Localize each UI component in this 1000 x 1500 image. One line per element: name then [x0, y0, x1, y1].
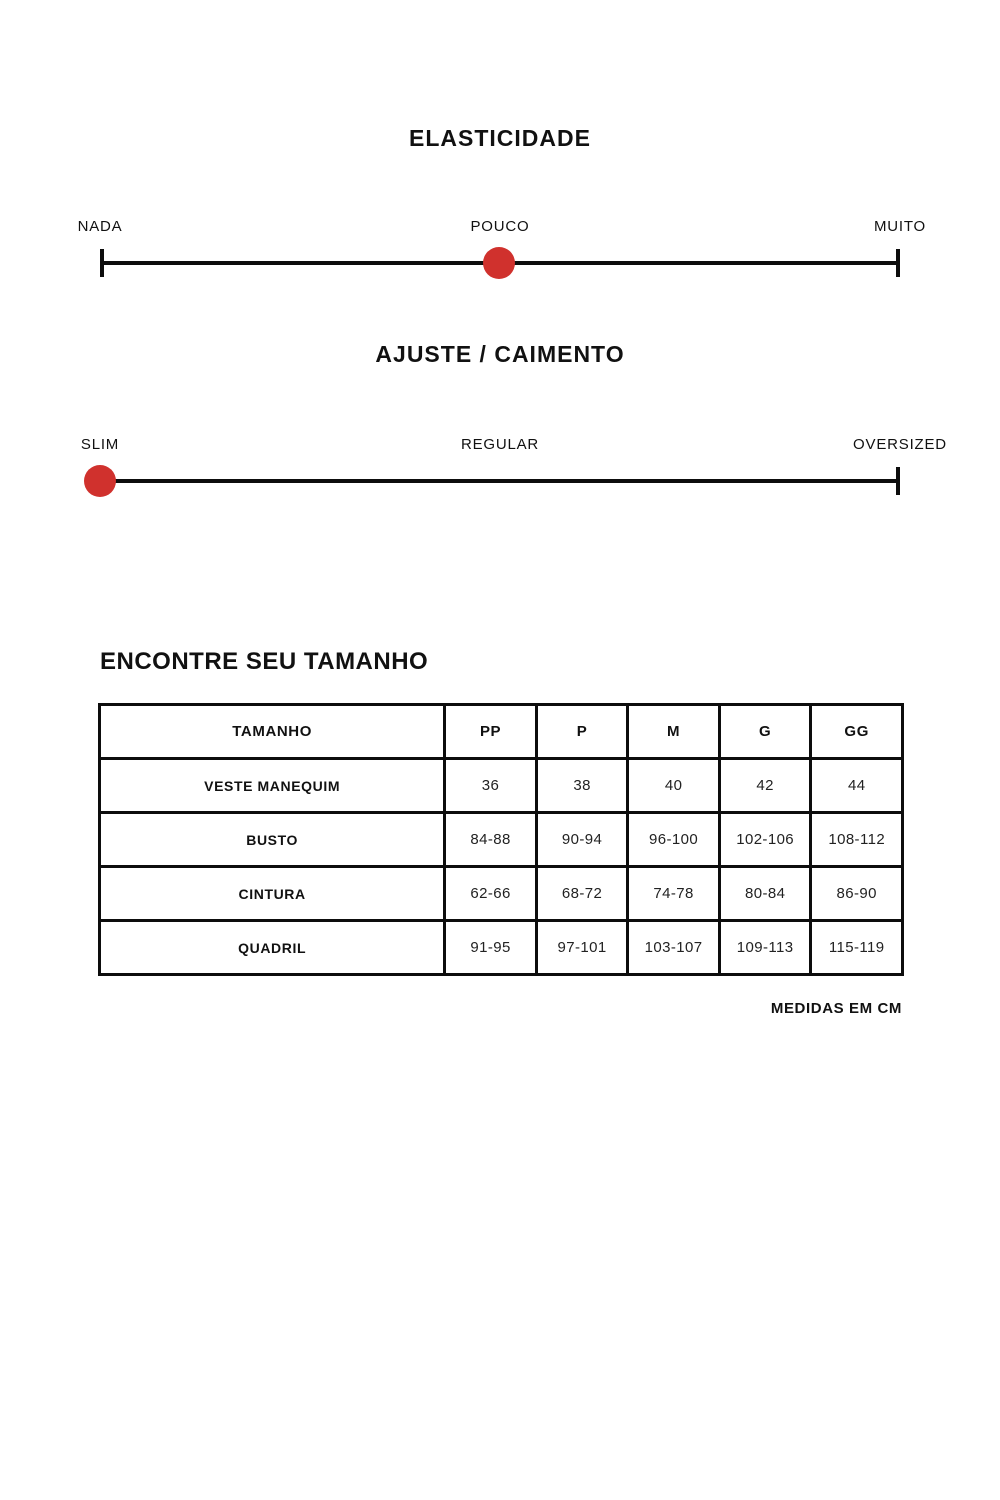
fit-label-regular: REGULAR	[460, 436, 540, 453]
table-row	[100, 759, 903, 813]
size-table-cell: 115-119	[811, 921, 903, 975]
fit-indicator-dot	[84, 465, 116, 497]
size-table-cell: 91-95	[445, 921, 537, 975]
row-label: QUADRIL	[100, 921, 445, 975]
size-table-cell: 44	[811, 759, 903, 813]
row-label: BUSTO	[100, 813, 445, 867]
size-table-cell: 84-88	[445, 813, 537, 867]
fit-tick-end	[896, 467, 900, 495]
fit-title: AJUSTE / CAIMENTO	[375, 341, 625, 367]
size-table-header-cell: P	[536, 705, 628, 759]
size-table-header-cell: M	[628, 705, 720, 759]
table-row	[100, 921, 903, 975]
size-table-header-cell: G	[719, 705, 811, 759]
size-table-cell: 68-72	[536, 867, 628, 921]
fit-label-oversized: OVERSIZED	[853, 436, 947, 453]
row-label: CINTURA	[100, 867, 445, 921]
fit-label-slim: SLIM	[80, 436, 120, 453]
size-table	[98, 703, 904, 976]
measurements-unit-note: MEDIDAS EM CM	[770, 1000, 902, 1017]
size-table-cell: 97-101	[536, 921, 628, 975]
elasticity-label-nada: NADA	[77, 218, 123, 235]
size-table-cell: 42	[719, 759, 811, 813]
size-table-cell: 36	[445, 759, 537, 813]
size-table-heading: ENCONTRE SEU TAMANHO	[100, 648, 429, 675]
elasticity-scale-track	[100, 243, 898, 283]
elasticity-indicator-dot	[483, 247, 515, 279]
elasticity-title: ELASTICIDADE	[409, 125, 591, 151]
elasticity-scale-labels	[77, 218, 927, 238]
elasticity-label-muito: MUITO	[873, 218, 927, 235]
fit-scale-line	[100, 479, 898, 483]
size-table-cell: 109-113	[719, 921, 811, 975]
size-table-cell: 102-106	[719, 813, 811, 867]
size-table-cell: 40	[628, 759, 720, 813]
size-table-cell: 86-90	[811, 867, 903, 921]
size-table-header-cell: PP	[445, 705, 537, 759]
size-table-cell: 96-100	[628, 813, 720, 867]
fit-scale-track	[100, 461, 898, 501]
size-table-cell: 108-112	[811, 813, 903, 867]
size-table-cell: 38	[536, 759, 628, 813]
size-table-cell: 90-94	[536, 813, 628, 867]
fit-scale-labels	[80, 436, 947, 456]
elasticity-label-pouco: POUCO	[470, 218, 530, 235]
size-table-cell: 80-84	[719, 867, 811, 921]
size-table-header-row	[100, 705, 903, 759]
table-row	[100, 813, 903, 867]
row-label: VESTE MANEQUIM	[100, 759, 445, 813]
size-table-cell: 74-78	[628, 867, 720, 921]
size-table-cell: 103-107	[628, 921, 720, 975]
size-table-cell: 62-66	[445, 867, 537, 921]
elasticity-tick-end	[896, 249, 900, 277]
size-table-header-cell: GG	[811, 705, 903, 759]
table-row	[100, 867, 903, 921]
size-table-header-cell: TAMANHO	[100, 705, 445, 759]
